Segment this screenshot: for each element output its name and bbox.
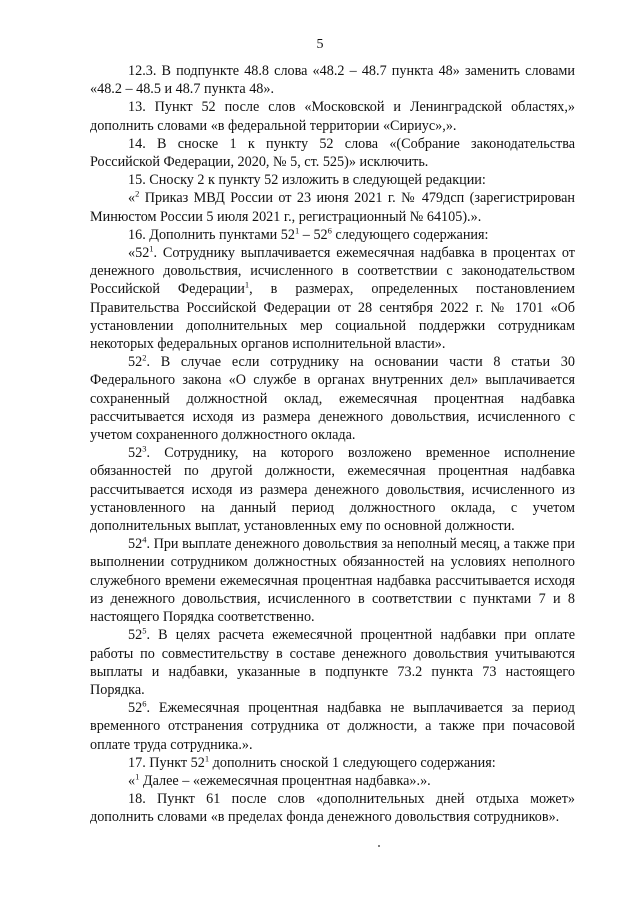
text-run: 52 [128, 354, 143, 371]
text-run: . Ежемесячная процентная надбавка не выплачивается за период временного отстранения сотрудника от должности, а также при почасовой оплате труда сотрудника.». [90, 700, 575, 753]
superscript: 1 [204, 752, 210, 763]
page-number: 5 [316, 37, 324, 52]
paragraph-p52-6 [90, 699, 575, 754]
text-run: . В случае если сотруднику на основании части 8 статьи 30 Федерального закона «О службе в органах внутренних дел» выплачивается сохраненный должностной оклад, ежемесячная процентная надбавка рассчитывается исходя из размера денежного довольствия, исчисленного с учетом сохраненного должностного оклада. [90, 354, 575, 444]
text-run: дополнить сноской 1 следующего содержания: [209, 754, 496, 771]
text-run: 52 [128, 627, 143, 644]
paragraph-p13 [90, 98, 575, 134]
text-run: . При выплате денежного довольствия за неполный месяц, а также при выполнении сотрудником должностных обязанностей на условиях неполного служебного времени ежемесячная процентная надбавка рассчитывается исходя из денежного довольствия, исчисленного в соответствии с пунктами 7 и 8 настоящего Порядка соответственно. [90, 536, 575, 626]
superscript: 6 [142, 698, 147, 709]
superscript: 1 [135, 771, 140, 782]
text-run: « [128, 190, 136, 207]
paragraph-p52-2 [90, 353, 575, 444]
text-run: 15. Сноску 2 к пункту 52 изложить в следующей редакции: [128, 172, 486, 189]
superscript: 4 [142, 534, 147, 545]
text-run: 16. Дополнить пунктами 52 [128, 226, 295, 243]
superscript: 5 [142, 625, 147, 636]
text-run: 17. Пункт 52 [128, 754, 205, 771]
text-run: – 52 [299, 226, 328, 243]
text-run: 12.3. В подпункте 48.8 слова «48.2 – 48.7 пункта 48» заменить словами «48.2 – 48.5 и 48.7 пункта 48». [90, 63, 575, 98]
paragraph-p17 [90, 754, 575, 772]
text-run: Далее – «ежемесячная процентная надбавка».». [139, 772, 431, 789]
text-run: « [128, 772, 136, 789]
paragraph-p14 [90, 135, 575, 171]
text-run: 52 [128, 445, 143, 462]
superscript: 1 [244, 279, 250, 290]
text-run: следующего содержания: [331, 226, 489, 243]
superscript: 6 [327, 225, 332, 236]
text-run: 14. В сноске 1 к пункту 52 слова «(Собрание законодательства Российской Федерации, 2020, № 5, ст. 525)» исключить. [90, 135, 575, 171]
text-run: . Сотруднику выплачивается ежемесячная надбавка в процентах от денежного довольствия, исчисленного в соответствии с законодательством Российской Федерации [90, 245, 575, 298]
paragraph-p12-3 [90, 62, 575, 98]
text-run: , в размерах, определенных постановлением Правительства Российской Федерации от 28 сентября 2022 г. № 1701 «Об установлении дополнительных мер социальной поддержки сотрудникам некоторых федеральных органов исполнительной власти». [90, 281, 575, 353]
text-run: 52 [128, 536, 143, 553]
text-run: Приказ МВД России от 23 июня 2021 г. № 479дсп (зарегистрирован Минюстом России 5 июля 2021 г., регистрационный № 64105).». [90, 190, 575, 225]
scan-speck [378, 845, 380, 847]
paragraph-p52-3 [90, 444, 575, 535]
paragraph-p16 [90, 226, 575, 244]
text-run: 52 [128, 700, 143, 717]
text-run: . В целях расчета ежемесячной процентной надбавки при оплате работы по совместительству в составе денежного довольствия учитываются выплаты и надбавки, указанные в подпункте 73.2 пункта 73 настоящего Порядка. [90, 627, 575, 698]
paragraph-p15 [90, 171, 575, 189]
superscript: 2 [135, 188, 140, 199]
paragraph-p52-5 [90, 626, 575, 699]
superscript: 1 [295, 225, 300, 236]
paragraph-p15-fn [90, 189, 575, 225]
paragraph-p17-fn [90, 772, 575, 790]
text-run: . Сотруднику, на которого возложено временное исполнение обязанностей по другой должности, ежемесячная процентная надбавка рассчитывается исходя из размера денежного довольствия, исчисленного из установленного на данный период должностного оклада, с учетом дополнительных выплат, установленных ему по основной должности. [90, 445, 575, 535]
superscript: 2 [142, 352, 147, 363]
paragraph-p52-4 [90, 535, 575, 626]
paragraph-p52-1 [90, 244, 575, 353]
paragraph-p18 [90, 790, 575, 826]
text-run: «52 [128, 245, 150, 262]
text-run: 18. Пункт 61 после слов «дополнительных дней отдыха может» дополнить словами «в пределах фонда денежного довольствия сотрудников». [90, 791, 575, 826]
superscript: 3 [142, 443, 147, 454]
document-body [90, 62, 575, 827]
text-run: 13. Пункт 52 после слов «Московской и Ленинградской областях,» дополнить словами «в федеральной территории «Сириус»,». [90, 99, 575, 134]
superscript: 1 [149, 243, 154, 254]
